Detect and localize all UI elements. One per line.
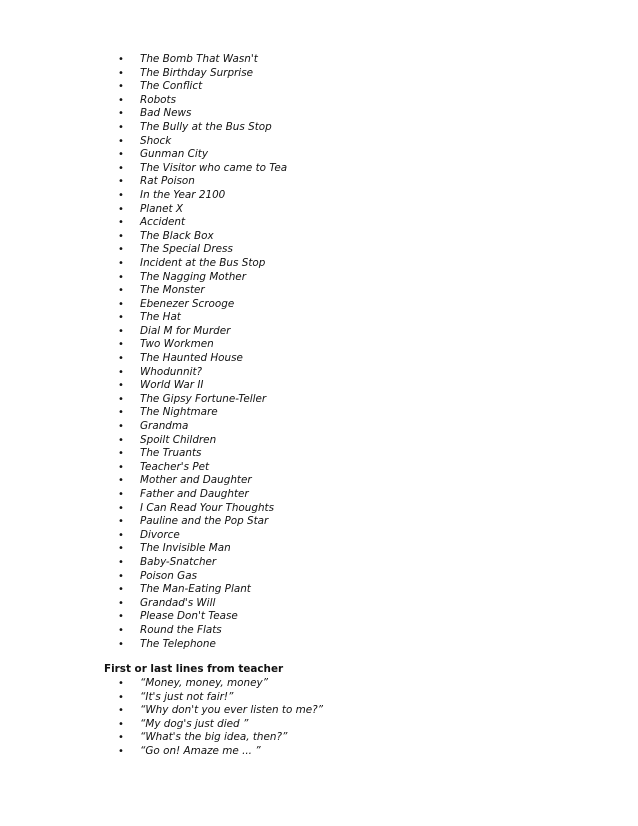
story-title-item-text: The Conflict	[140, 80, 203, 93]
bullet-icon: •	[118, 380, 124, 392]
bullet-icon: •	[118, 705, 124, 717]
story-title-item-text: Father and Daughter	[140, 488, 249, 500]
story-title-item-text: The Truants	[140, 447, 202, 460]
story-title-item-text: The Birthday Surprise	[140, 66, 254, 79]
story-title-item-text: Accident	[140, 216, 186, 229]
bullet-icon: •	[118, 94, 124, 106]
story-title-item-text: Poison Gas	[140, 569, 198, 582]
story-title-item-text: Spoilt Children	[140, 433, 217, 446]
bullet-icon: •	[118, 189, 124, 201]
bullet-icon: •	[118, 745, 124, 757]
bullet-icon: •	[118, 543, 124, 555]
story-title-item-text: The Monster	[140, 284, 205, 297]
story-title-item-text: The Invisible Man	[140, 542, 231, 555]
story-title-item-text: Incident at the Bus Stop	[140, 256, 266, 269]
story-title-item-text: The Telephone	[140, 637, 216, 650]
story-title-item-text: Grandma	[140, 420, 189, 433]
story-title-item-text: The Visitor who came to Tea	[140, 161, 288, 174]
story-title-item-text: The Gipsy Fortune-Teller	[140, 392, 267, 405]
story-title-item-text: Teacher's Pet	[140, 460, 210, 473]
bullet-icon: •	[118, 108, 124, 120]
story-title-item-text: Grandad's Will	[140, 596, 216, 609]
bullet-icon: •	[118, 570, 124, 582]
bullet-icon: •	[118, 732, 124, 744]
bullet-icon: •	[118, 81, 124, 93]
story-title-item-text: The Special Dress	[140, 243, 233, 256]
bullet-icon: •	[118, 584, 124, 596]
story-title-item-text: Gunman City	[140, 148, 208, 161]
story-title-item-text: The Hat	[140, 311, 181, 324]
bullet-icon: •	[118, 366, 124, 378]
bullet-icon: •	[118, 611, 124, 623]
story-title-item-text: The Man-Eating Plant	[140, 583, 251, 596]
teacher-line-item-text: “What's the big idea, then?”	[140, 731, 288, 744]
story-title-item-text: Two Workmen	[140, 338, 214, 351]
bullet-icon: •	[118, 339, 124, 351]
story-title-item-text: The Haunted House	[140, 352, 243, 365]
story-title-item-text: Robots	[140, 93, 177, 106]
bullet-icon: •	[118, 691, 124, 703]
story-title-item-text: The Black Box	[140, 229, 214, 242]
bullet-icon: •	[118, 718, 124, 730]
story-title-item-text: Dial M for Murder	[140, 324, 231, 337]
bullet-icon: •	[118, 597, 124, 609]
bullet-icon: •	[118, 285, 124, 297]
bullet-icon: •	[118, 638, 124, 650]
teacher-line-item-text: “Go on! Amaze me ... ”	[140, 744, 261, 757]
bullet-icon: •	[118, 325, 124, 337]
story-title-item-text: Planet X	[140, 202, 183, 215]
bullet-icon: •	[118, 203, 124, 215]
bullet-icon: •	[118, 149, 124, 161]
story-title-item-text: World War II	[140, 379, 204, 392]
bullet-icon: •	[118, 217, 124, 229]
bullet-icon: •	[118, 448, 124, 460]
story-title-item-text: Please Don't Tease	[140, 610, 238, 623]
story-title-item-text: Shock	[140, 134, 172, 147]
story-title-item-text: The Nightmare	[140, 406, 218, 419]
bullet-icon: •	[118, 529, 124, 541]
teacher-line-item-text: “My dog's just died ”	[140, 717, 249, 730]
bullet-icon: •	[118, 298, 124, 310]
story-title-item-text: Mother and Daughter	[140, 474, 252, 487]
bullet-icon: •	[118, 489, 124, 500]
bullet-icon: •	[118, 434, 124, 446]
bullet-icon: •	[118, 230, 124, 242]
bullet-icon: •	[118, 162, 124, 174]
bullet-icon: •	[118, 271, 124, 283]
section-heading: First or last lines from teacher	[104, 663, 284, 675]
story-title-item-text: Divorce	[140, 528, 180, 541]
story-title-item-text: Baby-Snatcher	[140, 555, 217, 568]
story-title-item-text: In the Year 2100	[140, 188, 226, 201]
story-title-item-text: Round the Flats	[140, 623, 222, 636]
story-title-item-text: The Nagging Mother	[140, 270, 246, 283]
bullet-icon: •	[118, 678, 124, 689]
bullet-icon: •	[118, 502, 124, 514]
bullet-icon: •	[118, 121, 124, 133]
bullet-icon: •	[118, 257, 124, 269]
bullet-icon: •	[118, 244, 124, 256]
bullet-icon: •	[118, 461, 124, 473]
bullet-icon: •	[118, 67, 124, 79]
story-title-item-text: Rat Poison	[140, 175, 195, 188]
story-title-item-text: Pauline and the Pop Star	[140, 515, 269, 528]
story-title-item-text: Bad News	[140, 107, 192, 120]
bullet-icon: •	[118, 135, 124, 147]
bullet-icon: •	[118, 312, 124, 324]
bullet-icon: •	[118, 353, 124, 365]
bullet-icon: •	[118, 421, 124, 433]
teacher-line-item-text: “Money, money, money”	[140, 677, 269, 689]
story-title-item-text: I Can Read Your Thoughts	[140, 501, 275, 514]
bullet-icon: •	[118, 393, 124, 405]
story-title-item-text: Ebenezer Scrooge	[140, 297, 235, 310]
bullet-icon: •	[118, 624, 124, 636]
story-title-item-text: The Bully at the Bus Stop	[140, 120, 272, 133]
bullet-icon: •	[118, 556, 124, 568]
bullet-icon: •	[118, 407, 124, 419]
story-title-item-text: Whodunnit?	[140, 365, 203, 378]
bullet-icon: •	[118, 516, 124, 528]
bullet-icon: •	[118, 475, 124, 487]
story-title-item-text: The Bomb That Wasn't	[140, 53, 258, 65]
teacher-line-item-text: “Why don't you ever listen to me?”	[140, 704, 324, 717]
bullet-icon: •	[118, 54, 124, 65]
bullet-icon: •	[118, 176, 124, 188]
teacher-line-item-text: “It's just not fair!”	[140, 690, 234, 703]
